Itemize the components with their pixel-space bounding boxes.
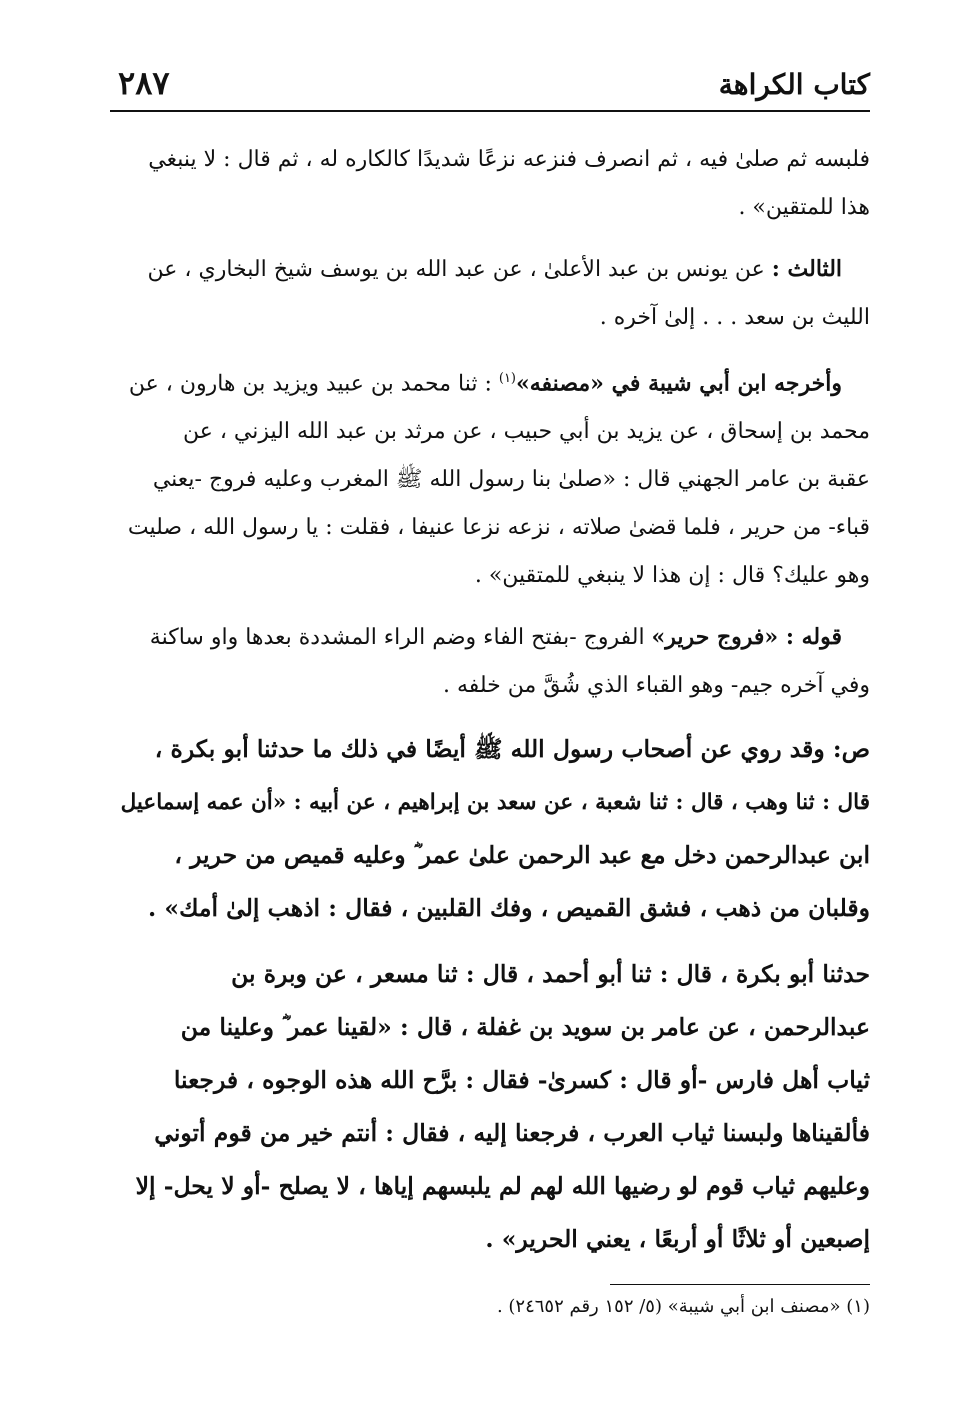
text-line: عبدالرحمن ، عن عامر بن سويد بن غفلة ، قال : «لقينا عمر ؓ وعلينا من <box>180 1013 870 1042</box>
text-line: ابن عبدالرحمن دخل مع عبد الرحمن علىٰ عمر ؓ وعليه قميص من حرير ، <box>174 841 870 870</box>
paragraph-lead: وأخرجه ابن أبي شيبة في «مصنفه» <box>516 370 843 397</box>
main-text <box>110 136 870 1279</box>
paragraph <box>110 613 870 710</box>
paragraph <box>110 136 870 232</box>
text-line <box>110 613 870 662</box>
footnote-marker: (١) <box>498 371 516 386</box>
text-run: : ثنا محمد بن عبيد ويزيد بن هارون ، عن <box>128 371 499 397</box>
footnote: (١) «مصنف ابن أبي شيبة» (٥/ ١٥٢ رقم ٢٤٦٥٢) . <box>496 1296 870 1317</box>
text-line <box>110 245 870 294</box>
text-run: عن يونس بن عبد الأعلىٰ ، عن عبد الله بن يوسف شيخ البخاري ، عن <box>147 257 765 282</box>
paragraph-matn <box>110 723 870 935</box>
text-line: فلبسه ثم صلىٰ فيه ، ثم انصرف فنزعه نزعًا شديدًا كالكاره له ، ثم قال : لا ينبغي <box>148 147 870 172</box>
text-line: ص: وقد روي عن أصحاب رسول الله ﷺ أيضًا في ذلك ما حدثنا أبو بكرة ، <box>154 735 870 764</box>
text-line: وقلبان من ذهب ، فشق القميص ، وفك القلبين ، فقال : اذهب إلىٰ أمك» . <box>148 894 870 923</box>
text-line: قباء- من حرير ، فلما قضىٰ صلاته ، نزعه نزعا عنيفا ، فقلت : يا رسول الله ، صليت <box>127 515 870 541</box>
text-line: وعليهم ثياب قوم لو رضيها الله لهم لم يلبسهم إياها ، لا يصلح -أو لا يحل- إلا <box>135 1172 870 1201</box>
paragraph-lead: الثالث : <box>771 256 843 282</box>
text-run: الفروج -بفتح الفاء وضم الراء المشددة بعدها واو ساكنة <box>149 625 652 651</box>
text-line: وفي آخره جيم- وهو القباء الذي شُقَّ من خلفه . <box>442 673 870 699</box>
text-line: إصبعين أو ثلاثًا أو أربعًا ، يعني الحرير» . <box>485 1225 870 1254</box>
text-line: وهو عليك؟ قال : إن هذا لا ينبغي للمتقين» . <box>474 563 870 589</box>
text-line: حدثنا أبو بكرة ، قال : ثنا أبو أحمد ، قال : ثنا مسعر ، عن وبرة بن <box>231 960 870 989</box>
paragraph <box>110 355 870 600</box>
page-header <box>110 62 870 112</box>
running-title: كتاب الكراهة <box>718 68 870 101</box>
text-line: هذا للمتقين» . <box>738 195 870 220</box>
text-line: عقبة بن عامر الجهني قال : «صلىٰ بنا رسول الله ﷺ المغرب وعليه فروج -يعني <box>152 467 870 493</box>
paragraph-matn <box>110 948 870 1266</box>
footnote-divider <box>610 1284 870 1285</box>
text-line: قال : ثنا وهب ، قال : ثنا شعبة ، عن سعد بن إبراهيم ، عن أبيه : «أن عمه إسماعيل <box>120 790 870 816</box>
text-line: فألقيناها ولبسنا ثياب العرب ، فرجعنا إليه ، فقال : أنتم خير من قوم أتوني <box>154 1119 870 1148</box>
paragraph <box>110 245 870 342</box>
text-line: ثياب أهل فارس -أو قال : كسرىٰ- فقال : برَّح الله هذه الوجوه ، فرجعنا <box>173 1066 870 1095</box>
page-number: ٢٨٧ <box>118 64 170 102</box>
paragraph-lead: قوله : «فروج حرير» <box>651 624 843 651</box>
text-line <box>110 355 870 408</box>
text-line: الليث بن سعد . . . إلىٰ آخره . <box>599 305 870 330</box>
text-line: محمد بن إسحاق ، عن يزيد بن أبي حبيب ، عن مرثد بن عبد الله اليزني ، عن <box>182 419 870 445</box>
